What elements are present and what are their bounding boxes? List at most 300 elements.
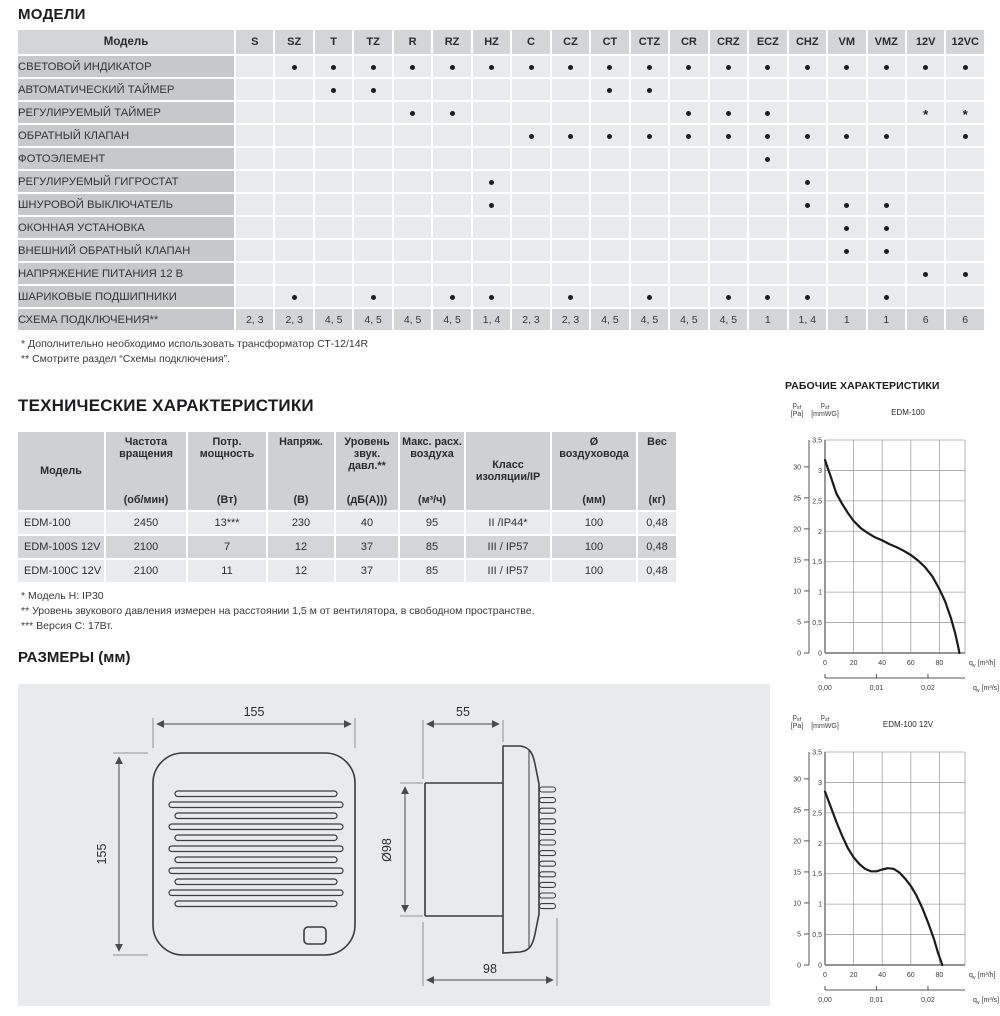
schema-cell: 1, 4: [473, 309, 510, 330]
feature-label: ШНУРОВОЙ ВЫКЛЮЧАТЕЛЬ: [18, 194, 234, 215]
feature-cell: [315, 194, 352, 215]
feature-cell: [354, 79, 391, 100]
models-heading: МОДЕЛИ: [18, 6, 86, 23]
svg-text:20: 20: [849, 660, 858, 667]
svg-text:0: 0: [818, 962, 822, 970]
feature-cell: [749, 148, 786, 169]
feature-cell: [789, 217, 826, 238]
svg-text:0: 0: [797, 650, 801, 658]
tech-header-col: [466, 432, 550, 510]
feature-cell: [552, 263, 589, 284]
feature-cell: [946, 263, 984, 284]
feature-cell: [710, 263, 747, 284]
feature-cell: [236, 148, 273, 169]
tech-data-row: [18, 536, 676, 558]
dim-duct-diameter: Ø98: [380, 838, 394, 862]
feature-cell: [907, 56, 944, 77]
tech-specs-table: [16, 430, 678, 584]
feature-cell: [789, 263, 826, 284]
tech-header-name: Вес: [647, 436, 667, 448]
feature-cell: [552, 240, 589, 261]
models-feature-row: [18, 79, 984, 100]
feature-cell: [473, 171, 510, 192]
feature-cell: [394, 263, 431, 284]
feature-cell: [631, 240, 668, 261]
tech-header-name: Частота вращения: [119, 436, 173, 460]
tech-value: 2100: [106, 560, 186, 582]
feature-cell: [789, 125, 826, 146]
tech-header-row: [18, 432, 676, 510]
feature-cell: [907, 102, 944, 123]
svg-text:0,5: 0,5: [812, 932, 822, 940]
feature-cell: [275, 263, 312, 284]
tech-value: 2100: [106, 536, 186, 558]
models-feature-row: [18, 102, 984, 123]
feature-dot-icon: [844, 226, 849, 231]
svg-text:psf: $p_{sf}$: [792, 402, 802, 411]
feature-cell: [275, 148, 312, 169]
feature-dot-icon: [529, 134, 534, 139]
feature-cell: [789, 102, 826, 123]
feature-dot-icon: [805, 65, 810, 70]
tech-value: 37: [336, 560, 398, 582]
feature-dot-icon: [647, 295, 652, 300]
tech-header-col: [336, 432, 398, 510]
feature-cell: [591, 79, 628, 100]
models-feature-row: [18, 194, 984, 215]
svg-text:10: 10: [793, 900, 801, 908]
feature-cell: [512, 171, 549, 192]
svg-text:3: 3: [818, 779, 822, 787]
footnote: * Модель H: IP30: [21, 590, 104, 602]
feature-dot-icon: [568, 295, 573, 300]
feature-cell: [789, 148, 826, 169]
tech-header-name: Ø воздуховода: [559, 436, 629, 460]
feature-cell: [236, 171, 273, 192]
feature-cell: [591, 125, 628, 146]
feature-cell: [394, 171, 431, 192]
feature-cell: [275, 240, 312, 261]
svg-text:0,01: 0,01: [869, 685, 884, 692]
tech-value: 100: [552, 560, 636, 582]
feature-cell: [354, 171, 391, 192]
schema-cell: 1: [868, 309, 905, 330]
svg-text:1,5: 1,5: [812, 559, 822, 567]
svg-text:15: 15: [793, 557, 801, 565]
feature-cell: [552, 102, 589, 123]
feature-cell: [631, 148, 668, 169]
svg-text:15: 15: [793, 869, 801, 877]
feature-cell: [631, 79, 668, 100]
feature-dot-icon: [963, 272, 968, 277]
feature-cell: [907, 217, 944, 238]
feature-label: РЕГУЛИРУЕМЫЙ ГИГРОСТАТ: [18, 171, 234, 192]
feature-cell: [631, 263, 668, 284]
performance-chart-edm100-12v: [783, 708, 1000, 1013]
feature-cell: [394, 286, 431, 307]
feature-cell: [670, 79, 707, 100]
feature-cell: [828, 240, 865, 261]
feature-dot-icon: [963, 134, 968, 139]
front-view: [95, 705, 355, 955]
feature-cell: [433, 194, 470, 215]
feature-cell: [789, 286, 826, 307]
tech-header-unit: (В): [293, 494, 309, 506]
models-feature-row: [18, 171, 984, 192]
feature-cell: [354, 194, 391, 215]
models-feature-row: [18, 263, 984, 284]
svg-text:30: 30: [793, 776, 801, 784]
feature-cell: [670, 240, 707, 261]
models-header-col-VM: VM: [828, 30, 865, 54]
feature-cell: [354, 217, 391, 238]
tech-value: 100: [552, 536, 636, 558]
feature-cell: [710, 171, 747, 192]
feature-dot-icon: [489, 180, 494, 185]
feature-cell: [552, 79, 589, 100]
feature-dot-icon: [410, 111, 415, 116]
svg-text:psf: $p_{sf}$: [820, 714, 830, 723]
feature-cell: [394, 240, 431, 261]
dimensions-heading: РАЗМЕРЫ (мм): [18, 649, 131, 666]
feature-cell: [473, 148, 510, 169]
tech-value: 11: [188, 560, 266, 582]
feature-dot-icon: [844, 249, 849, 254]
feature-cell: [868, 125, 905, 146]
feature-cell: [591, 148, 628, 169]
models-header-model: Модель: [18, 30, 234, 54]
tech-header-name: Напряж.: [279, 436, 323, 448]
svg-text:10: 10: [793, 588, 801, 596]
svg-text:0: 0: [823, 660, 827, 667]
feature-cell: [670, 56, 707, 77]
feature-dot-icon: [884, 134, 889, 139]
feature-cell: [591, 171, 628, 192]
feature-cell: [552, 217, 589, 238]
svg-text:80: 80: [935, 660, 944, 667]
feature-cell: [789, 194, 826, 215]
feature-cell: [236, 79, 273, 100]
tech-heading: ТЕХНИЧЕСКИЕ ХАРАКТЕРИСТИКИ: [18, 396, 314, 415]
tech-value: 12: [268, 536, 334, 558]
svg-text:0,02: 0,02: [921, 685, 935, 692]
feature-cell: [670, 148, 707, 169]
svg-text:qv [m³/h]: $q_v$ [m³/h]: [969, 972, 996, 981]
feature-cell: [868, 263, 905, 284]
tech-value: 37: [336, 536, 398, 558]
feature-cell: [394, 194, 431, 215]
models-feature-row: [18, 56, 984, 77]
footnote: * Дополнительно необходимо использовать трансформатор СТ-12/14R: [21, 338, 369, 350]
feature-dot-icon: [884, 249, 889, 254]
svg-text:20: 20: [793, 838, 801, 846]
feature-cell: [552, 171, 589, 192]
tech-value: 85: [400, 536, 464, 558]
feature-cell: [512, 263, 549, 284]
dim-duct-length: 98: [483, 962, 497, 976]
models-feature-row: [18, 125, 984, 146]
feature-cell: [236, 102, 273, 123]
feature-cell: [591, 240, 628, 261]
feature-cell: [354, 240, 391, 261]
feature-cell: [789, 240, 826, 261]
feature-cell: [828, 263, 865, 284]
feature-label: ШАРИКОВЫЕ ПОДШИПНИКИ: [18, 286, 234, 307]
feature-cell: [433, 79, 470, 100]
feature-cell: [315, 148, 352, 169]
feature-cell: [315, 171, 352, 192]
feature-cell: [394, 102, 431, 123]
feature-cell: [512, 102, 549, 123]
svg-text:psf: $p_{sf}$: [820, 402, 830, 411]
feature-cell: [552, 194, 589, 215]
svg-text:[mmWG]: [mmWG]: [811, 411, 839, 418]
tech-value: 13***: [188, 512, 266, 534]
tech-footnotes: [21, 589, 535, 634]
svg-text:2: 2: [818, 840, 822, 848]
feature-cell: [670, 171, 707, 192]
svg-text:3,5: 3,5: [812, 749, 822, 757]
schema-cell: 4, 5: [631, 309, 668, 330]
feature-cell: [631, 125, 668, 146]
feature-cell: [710, 194, 747, 215]
feature-cell: [868, 240, 905, 261]
feature-dot-icon: [726, 134, 731, 139]
feature-dot-icon: [331, 88, 336, 93]
feature-dot-icon: [450, 111, 455, 116]
feature-label: РЕГУЛИРУЕМЫЙ ТАЙМЕР: [18, 102, 234, 123]
feature-cell: [236, 263, 273, 284]
models-feature-row: [18, 286, 984, 307]
tech-value: III / IP57: [466, 560, 550, 582]
models-header-col-12V: 12V: [907, 30, 944, 54]
svg-text:2: 2: [818, 528, 822, 536]
feature-label: ОКОННАЯ УСТАНОВКА: [18, 217, 234, 238]
feature-cell: [394, 125, 431, 146]
svg-text:0,01: 0,01: [869, 997, 884, 1004]
tech-header-name: Потр. мощность: [199, 436, 255, 460]
feature-cell: [512, 56, 549, 77]
feature-cell: [907, 125, 944, 146]
feature-cell: [473, 263, 510, 284]
feature-cell: [907, 286, 944, 307]
feature-label: ФОТОЭЛЕМЕНТ: [18, 148, 234, 169]
feature-cell: [789, 79, 826, 100]
tech-data-row: [18, 512, 676, 534]
svg-text:[Pa]: [Pa]: [790, 411, 804, 418]
tech-header-unit: (кг): [648, 494, 666, 506]
models-header-col-T: T: [315, 30, 352, 54]
feature-cell: [473, 286, 510, 307]
feature-dot-icon: [489, 65, 494, 70]
feature-cell: [275, 217, 312, 238]
feature-cell: [749, 263, 786, 284]
schema-cell: 4, 5: [670, 309, 707, 330]
tech-header-name: Модель: [40, 465, 82, 477]
feature-asterisk-icon: *: [923, 107, 929, 122]
feature-dot-icon: [450, 65, 455, 70]
feature-dot-icon: [292, 65, 297, 70]
feature-cell: [749, 79, 786, 100]
feature-dot-icon: [884, 226, 889, 231]
feature-cell: [275, 286, 312, 307]
models-header-col-S: S: [236, 30, 273, 54]
tech-header-name: Класс изоляции/IP: [475, 459, 541, 483]
feature-cell: [868, 148, 905, 169]
feature-dot-icon: [726, 111, 731, 116]
models-feature-table: [16, 28, 986, 332]
feature-cell: [907, 148, 944, 169]
svg-text:[Pa]: [Pa]: [790, 723, 804, 730]
feature-dot-icon: [805, 180, 810, 185]
feature-label: НАПРЯЖЕНИЕ ПИТАНИЯ 12 В: [18, 263, 234, 284]
feature-cell: [512, 125, 549, 146]
feature-cell: [473, 217, 510, 238]
feature-cell: [828, 171, 865, 192]
indicator-window: [304, 927, 326, 944]
feature-dot-icon: [371, 88, 376, 93]
feature-cell: [433, 125, 470, 146]
models-feature-row: [18, 148, 984, 169]
feature-cell: [236, 286, 273, 307]
svg-text:1,5: 1,5: [812, 871, 822, 879]
svg-text:1: 1: [818, 589, 822, 597]
feature-cell: [710, 286, 747, 307]
feature-cell: [710, 56, 747, 77]
schema-cell: 2, 3: [552, 309, 589, 330]
tech-header-col: [188, 432, 266, 510]
feature-cell: [907, 194, 944, 215]
feature-cell: [946, 102, 984, 123]
models-header-col-CTZ: CTZ: [631, 30, 668, 54]
feature-cell: [433, 263, 470, 284]
feature-cell: [946, 286, 984, 307]
charts-heading: РАБОЧИЕ ХАРАКТЕРИСТИКИ: [785, 380, 940, 392]
performance-chart-edm100: [783, 396, 1000, 696]
feature-cell: [552, 125, 589, 146]
feature-dot-icon: [568, 65, 573, 70]
feature-cell: [907, 240, 944, 261]
feature-cell: [749, 125, 786, 146]
svg-text:5: 5: [797, 931, 801, 939]
tech-header-col: [18, 432, 104, 510]
feature-dot-icon: [884, 295, 889, 300]
svg-text:40: 40: [878, 972, 887, 979]
tech-header-col: [552, 432, 636, 510]
svg-text:60: 60: [906, 660, 915, 667]
feature-dot-icon: [686, 65, 691, 70]
svg-text:25: 25: [793, 807, 801, 815]
feature-cell: [631, 194, 668, 215]
svg-text:1: 1: [818, 901, 822, 909]
feature-cell: [868, 102, 905, 123]
feature-cell: [433, 286, 470, 307]
feature-cell: [275, 194, 312, 215]
feature-cell: [354, 102, 391, 123]
tech-value: 230: [268, 512, 334, 534]
feature-cell: [512, 240, 549, 261]
feature-cell: [828, 286, 865, 307]
models-header-col-12VC: 12VC: [946, 30, 984, 54]
models-header-col-ECZ: ECZ: [749, 30, 786, 54]
feature-dot-icon: [923, 65, 928, 70]
models-header-row: [18, 30, 984, 54]
feature-cell: [907, 263, 944, 284]
svg-text:0,00: 0,00: [818, 685, 832, 692]
svg-text:psf: $p_{sf}$: [792, 714, 802, 723]
feature-dot-icon: [765, 65, 770, 70]
feature-cell: [473, 79, 510, 100]
feature-cell: [749, 56, 786, 77]
feature-cell: [631, 56, 668, 77]
svg-text:20: 20: [849, 972, 858, 979]
feature-cell: [552, 148, 589, 169]
feature-dot-icon: [765, 134, 770, 139]
schema-cell: 2, 3: [236, 309, 273, 330]
feature-cell: [710, 240, 747, 261]
feature-cell: [591, 263, 628, 284]
feature-label: ОБРАТНЫЙ КЛАПАН: [18, 125, 234, 146]
feature-dot-icon: [489, 295, 494, 300]
tech-model-name: EDM-100C 12V: [18, 560, 104, 582]
feature-cell: [631, 102, 668, 123]
svg-text:EDM-100 12V: EDM-100 12V: [882, 720, 934, 729]
feature-cell: [354, 263, 391, 284]
feature-cell: [868, 79, 905, 100]
feature-cell: [710, 102, 747, 123]
tech-value: 0,48: [638, 536, 676, 558]
feature-dot-icon: [331, 65, 336, 70]
schema-cell: 2, 3: [275, 309, 312, 330]
feature-cell: [315, 56, 352, 77]
feature-cell: [473, 240, 510, 261]
schema-cell: 4, 5: [710, 309, 747, 330]
feature-cell: [315, 263, 352, 284]
models-feature-row: [18, 240, 984, 261]
feature-label: СВЕТОВОЙ ИНДИКАТОР: [18, 56, 234, 77]
feature-cell: [433, 240, 470, 261]
schema-cell: 4, 5: [354, 309, 391, 330]
feature-cell: [433, 148, 470, 169]
side-view: [380, 705, 557, 986]
feature-cell: [275, 171, 312, 192]
dim-front-height: 155: [95, 843, 109, 865]
feature-cell: [670, 217, 707, 238]
svg-text:3,5: 3,5: [812, 437, 822, 445]
feature-dot-icon: [450, 295, 455, 300]
feature-dot-icon: [765, 157, 770, 162]
feature-cell: [710, 125, 747, 146]
feature-cell: [946, 194, 984, 215]
models-header-col-HZ: HZ: [473, 30, 510, 54]
svg-text:0: 0: [797, 962, 801, 970]
feature-cell: [354, 148, 391, 169]
feature-cell: [591, 194, 628, 215]
schema-cell: 6: [946, 309, 984, 330]
feature-dot-icon: [805, 203, 810, 208]
feature-cell: [512, 148, 549, 169]
feature-cell: [710, 79, 747, 100]
feature-cell: [946, 240, 984, 261]
tech-header-col: [106, 432, 186, 510]
models-header-col-CZ: CZ: [552, 30, 589, 54]
duct-corrugation: [540, 787, 556, 909]
feature-label: СХЕМА ПОДКЛЮЧЕНИЯ**: [18, 309, 234, 330]
feature-cell: [275, 79, 312, 100]
feature-cell: [631, 286, 668, 307]
models-header-col-RZ: RZ: [433, 30, 470, 54]
feature-cell: [946, 125, 984, 146]
